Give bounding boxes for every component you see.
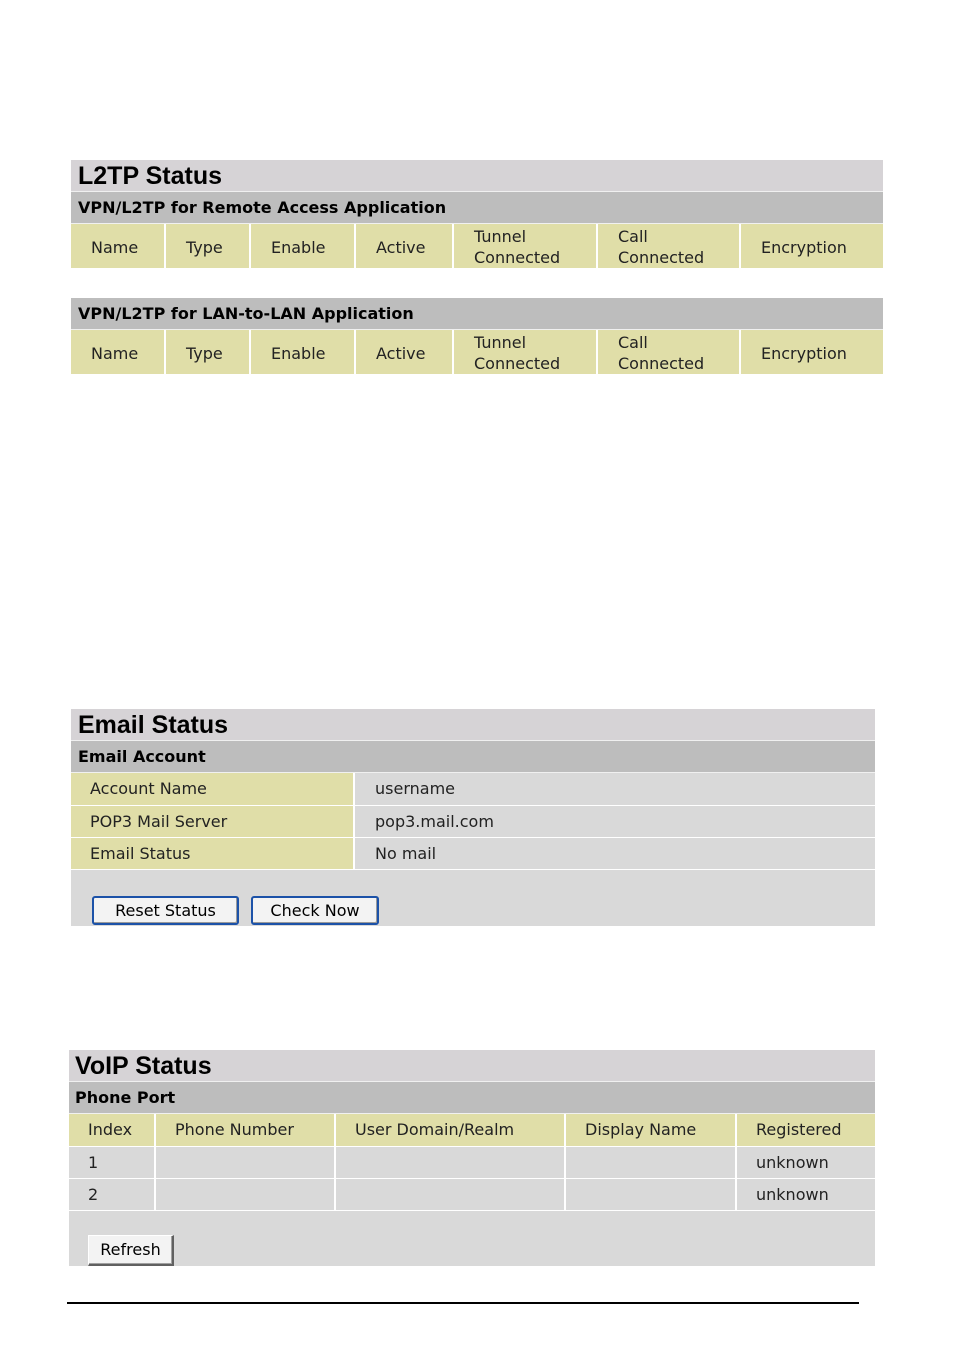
check-now-button[interactable]: Check Now — [251, 896, 379, 925]
account-name-value: username — [354, 773, 875, 805]
table-row — [69, 1178, 875, 1210]
col-active: Active — [355, 330, 453, 375]
index-cell: 1 — [69, 1146, 155, 1178]
col-active: Active — [355, 224, 453, 269]
table-row — [71, 837, 875, 869]
pop3-server-label: POP3 Mail Server — [71, 805, 354, 837]
table-header-row — [69, 1114, 875, 1146]
col-enable: Enable — [250, 330, 355, 375]
col-encryption: Encryption — [740, 224, 883, 269]
col-name: Name — [71, 224, 165, 269]
lan-to-lan-table — [71, 330, 883, 375]
col-index: Index — [69, 1114, 155, 1146]
table-row — [69, 1146, 875, 1178]
email-account-table — [71, 773, 875, 870]
l2tp-title: L2TP Status — [71, 160, 883, 192]
refresh-button[interactable]: Refresh — [88, 1235, 174, 1266]
registered-cell: unknown — [736, 1178, 875, 1210]
table-row — [71, 805, 875, 837]
index-cell: 2 — [69, 1178, 155, 1210]
email-account-heading: Email Account — [71, 741, 875, 773]
col-user-domain: User Domain/Realm — [335, 1114, 565, 1146]
pop3-server-value: pop3.mail.com — [354, 805, 875, 837]
remote-access-table — [71, 224, 883, 269]
voip-status-panel — [69, 1050, 875, 1266]
col-type: Type — [165, 330, 250, 375]
col-call-connected: Call Connected — [597, 224, 740, 269]
col-registered: Registered — [736, 1114, 875, 1146]
display-name-cell — [565, 1146, 736, 1178]
phone-number-cell — [155, 1146, 335, 1178]
lan-to-lan-heading: VPN/L2TP for LAN-to-LAN Application — [71, 298, 883, 330]
remote-access-heading: VPN/L2TP for Remote Access Application — [71, 192, 883, 224]
user-domain-cell — [335, 1178, 565, 1210]
registered-cell: unknown — [736, 1146, 875, 1178]
l2tp-status-panel — [71, 160, 883, 269]
col-name: Name — [71, 330, 165, 375]
col-type: Type — [165, 224, 250, 269]
col-enable: Enable — [250, 224, 355, 269]
email-status-label: Email Status — [71, 837, 354, 869]
table-row — [71, 773, 875, 805]
email-status-panel — [71, 709, 875, 926]
email-title: Email Status — [71, 709, 875, 741]
display-name-cell — [565, 1178, 736, 1210]
col-tunnel-connected: Tunnel Connected — [453, 330, 597, 375]
table-header-row — [71, 330, 883, 375]
col-phone-number: Phone Number — [155, 1114, 335, 1146]
reset-status-button[interactable]: Reset Status — [92, 896, 239, 925]
account-name-label: Account Name — [71, 773, 354, 805]
col-display-name: Display Name — [565, 1114, 736, 1146]
footer-divider — [67, 1302, 859, 1304]
col-tunnel-connected: Tunnel Connected — [453, 224, 597, 269]
user-domain-cell — [335, 1146, 565, 1178]
phone-port-table — [69, 1114, 875, 1211]
table-header-row — [71, 224, 883, 269]
col-call-connected: Call Connected — [597, 330, 740, 375]
lan-to-lan-panel — [71, 298, 883, 375]
voip-title: VoIP Status — [69, 1050, 875, 1082]
phone-port-heading: Phone Port — [69, 1082, 875, 1114]
phone-number-cell — [155, 1178, 335, 1210]
col-encryption: Encryption — [740, 330, 883, 375]
email-status-value: No mail — [354, 837, 875, 869]
